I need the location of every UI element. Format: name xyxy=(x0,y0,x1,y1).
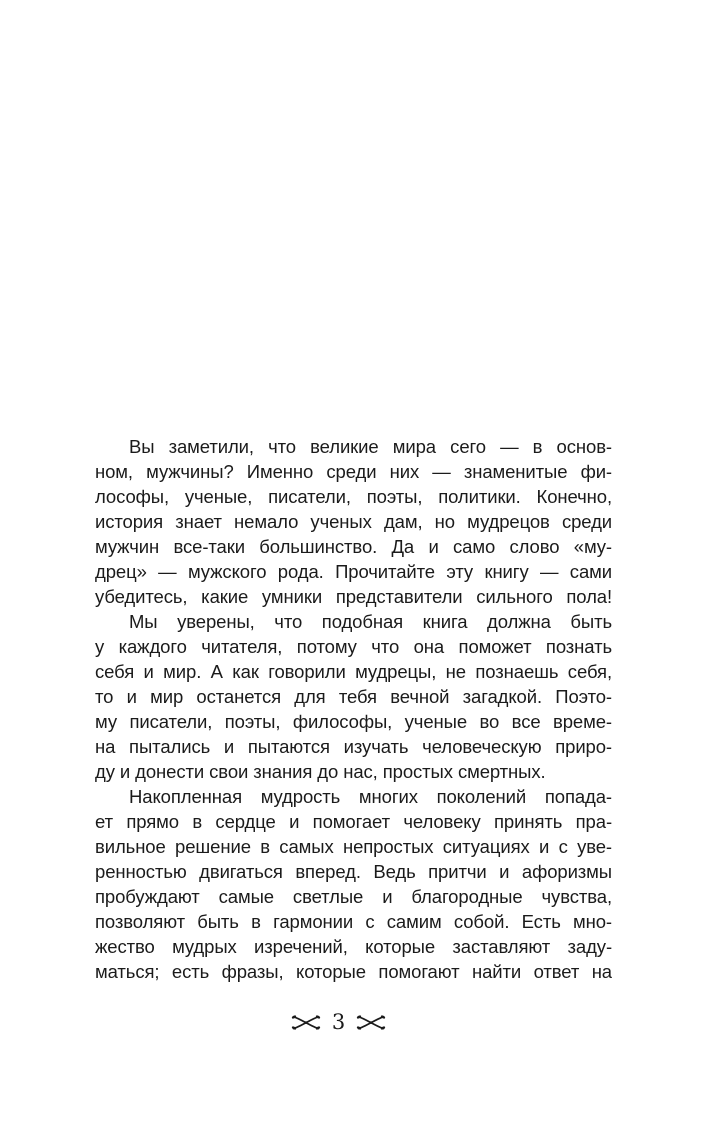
text-line: маться; есть фразы, которые помогают найти ответ на xyxy=(95,961,612,982)
text-line: позволяют быть в гармонии с самим собой. Есть мно- xyxy=(95,911,612,932)
text-line: мужчин все-таки большинство. Да и само слово «му- xyxy=(95,536,612,557)
text-line: ду и донести свои знания до нас, простых смертных. xyxy=(95,761,546,782)
floral-fleuron-icon xyxy=(291,1014,321,1031)
text-line: убедитесь, какие умники представители сильного пола! xyxy=(95,586,612,607)
text-line: вильное решение в самых непростых ситуациях и с уве- xyxy=(95,836,612,857)
text-line: жество мудрых изречений, которые заставляют заду- xyxy=(95,936,612,957)
text-line: ренностью двигаться вперед. Ведь притчи и афоризмы xyxy=(95,861,612,882)
text-line: у каждого читателя, потому что она поможет познать xyxy=(95,636,612,657)
text-line: то и мир останется для тебя вечной загадкой. Поэто- xyxy=(95,686,612,707)
text-block xyxy=(95,434,612,984)
text-line: история знает немало ученых дам, но мудрецов среди xyxy=(95,511,612,532)
text-line: му писатели, поэты, философы, ученые во все време- xyxy=(95,711,612,732)
text-line: себя и мир. А как говорили мудрецы, не познаешь себя, xyxy=(95,661,612,682)
text-line: дрец» — мужского рода. Прочитайте эту книгу — сами xyxy=(95,561,612,582)
text-line: ном, мужчины? Именно среди них — знаменитые фи- xyxy=(95,461,612,482)
floral-fleuron-icon-mirrored xyxy=(356,1014,386,1031)
page-footer xyxy=(80,1008,597,1036)
text-line: лософы, ученые, писатели, поэты, политики. Конечно, xyxy=(95,486,612,507)
text-line: ет прямо в сердце и помогает человеку принять пра- xyxy=(95,811,612,832)
page-number: 3 xyxy=(331,1010,346,1034)
text-line: на пытались и пытаются изучать человеческую приро- xyxy=(95,736,612,757)
text-line: пробуждают самые светлые и благородные чувства, xyxy=(95,886,612,907)
text-line: Вы заметили, что великие мира сего — в основ- xyxy=(129,436,612,457)
text-line: Мы уверены, что подобная книга должна быть xyxy=(129,611,612,632)
text-line: Накопленная мудрость многих поколений попада- xyxy=(129,786,612,807)
